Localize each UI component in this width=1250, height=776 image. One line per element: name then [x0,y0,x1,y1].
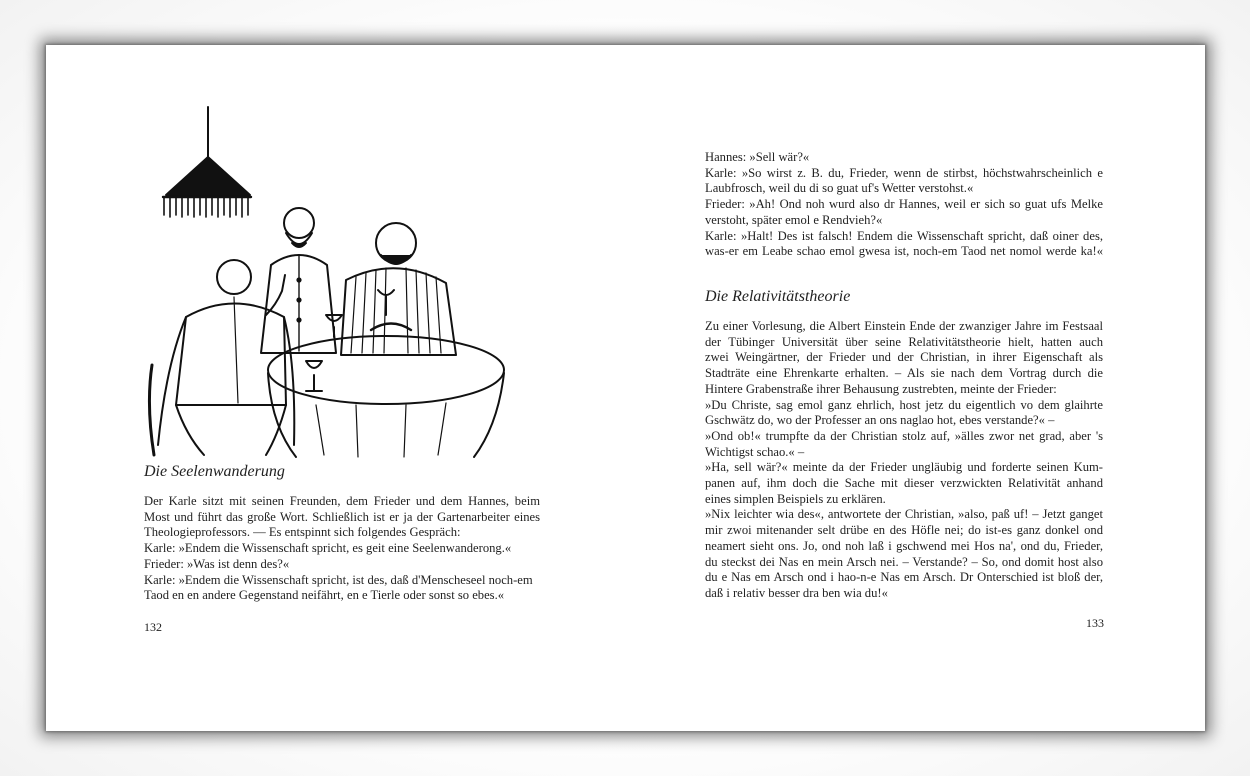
right-page-body [705,319,1103,602]
right-dialogue-line: Karle: »So wirst z. B. du, Frieder, wenn de stirbst, höchstwahrscheinlich e [705,165,1103,180]
left-page-body [144,494,540,604]
right-page-number: 133 [1086,616,1104,630]
right-page-dialogue [705,150,1103,260]
right-dialogue-line: Karle: »Halt! Des ist falsch! Endem die Wissenschaft spricht, daß oiner des, [705,228,1103,243]
right-dialogue-line: was-er em Leabe schao emol gwesa ist, noch-em Taod net nomol werde ka!« [705,244,1103,259]
right-line: Wichtigst schao.« – [705,444,805,459]
right-line: panen auf, ihm doch die Sache mit dieser verzwickten Relativität anhand [705,476,1103,491]
right-line: du e Nas em Arsch ond i hao-n-e Nas em Arsch. Dr Onterschied ist bloß der, [705,570,1103,585]
right-dialogue-line: Laubfrosch, weil du di so guat uf's Wetter verstohst.« [705,181,974,196]
right-line: neamert sieht ons. Jo, ond noh laß i gschwend mei Hos na', ond du, Frieder, [705,538,1103,553]
left-line: Der Karle sitzt mit seinen Freunden, dem Frieder und dem Hannes, beim [144,494,540,508]
left-line: Karle: »Endem die Wissenschaft spricht, ist des, daß d'Menscheseel noch-em [144,572,533,587]
right-line: du steckst dei Nas en mein Arsch nei. – Verstande? – So, ond domit host also [705,554,1103,569]
right-dialogue-line: Hannes: »Sell wär?« [705,150,810,164]
left-line: Most und führt das große Wort. Schließlich ist er ja der Gartenarbeiter eines [144,509,540,524]
right-line: »Nix leichter wia des«, antwortete der Christian, »also, paß uf! – Jetzt ganget [705,507,1103,522]
right-line: der Tübinger Universität über seine Relativitätstheorie hielt, hatten auch [705,334,1103,349]
book-spread [46,45,1205,731]
left-line: Frieder: »Was ist denn des?« [144,556,290,571]
right-line: zwei Weingärtner, der Frieder und der Christian, in ihrer Eigenschaft als [705,350,1103,365]
right-line: Stadträte eine Ehrenkarte erhalten. – Als sie nach dem Vortrag durch die [705,366,1103,381]
right-line: Gschwätz do, wo der Professer an ons naglao hot, ebes verstande?« – [705,413,1055,428]
left-line: Theologieprofessors. — Es entspinnt sich folgendes Gespräch: [144,525,461,540]
right-line: Hintere Grabenstraße ihrer Behausung zustrebten, meinte der Frieder: [705,381,1057,396]
pub-illustration [146,105,506,460]
left-line: Taod en en andere Gegenstand neifährt, en e Tierle oder sonst so ebes.« [144,588,505,603]
left-page-number: 132 [144,620,162,634]
left-page-heading: Die Seelenwanderung [144,463,285,480]
right-line: »Ond ob!« trumpfte da der Christian stolz auf, »älles zwor net grad, aber 's [705,428,1103,443]
right-dialogue-line: verstoht, später emol e Rendvieh?« [705,212,883,227]
right-page-heading: Die Relativitätstheorie [705,288,851,305]
right-line: eines simplen Beispiels zu erklären. [705,491,886,506]
right-line: »Ha, sell wär?« meinte da der Frieder ungläubig und forderte seinen Kum- [705,460,1103,475]
right-line: »Du Christe, sag emol ganz ehrlich, host jetz du eigentlich vo dem glaihrte [705,397,1103,412]
right-line: Zu einer Vorlesung, die Albert Einstein Ende der zwanziger Jahre im Festsaal [705,319,1103,333]
right-line: mir zwoi mitenander selt drübe en des Höfle nei; do ist-es ganz donkel ond [705,523,1103,538]
right-dialogue-line: Frieder: »Ah! Ond noh wurd also dr Hannes, weil er sich so guat ufs Melke [705,197,1103,212]
right-line: daß i relativ besser dra ben wia du!« [705,585,888,600]
left-line: Karle: »Endem die Wissenschaft spricht, es geit eine Seelenwanderong.« [144,541,512,556]
